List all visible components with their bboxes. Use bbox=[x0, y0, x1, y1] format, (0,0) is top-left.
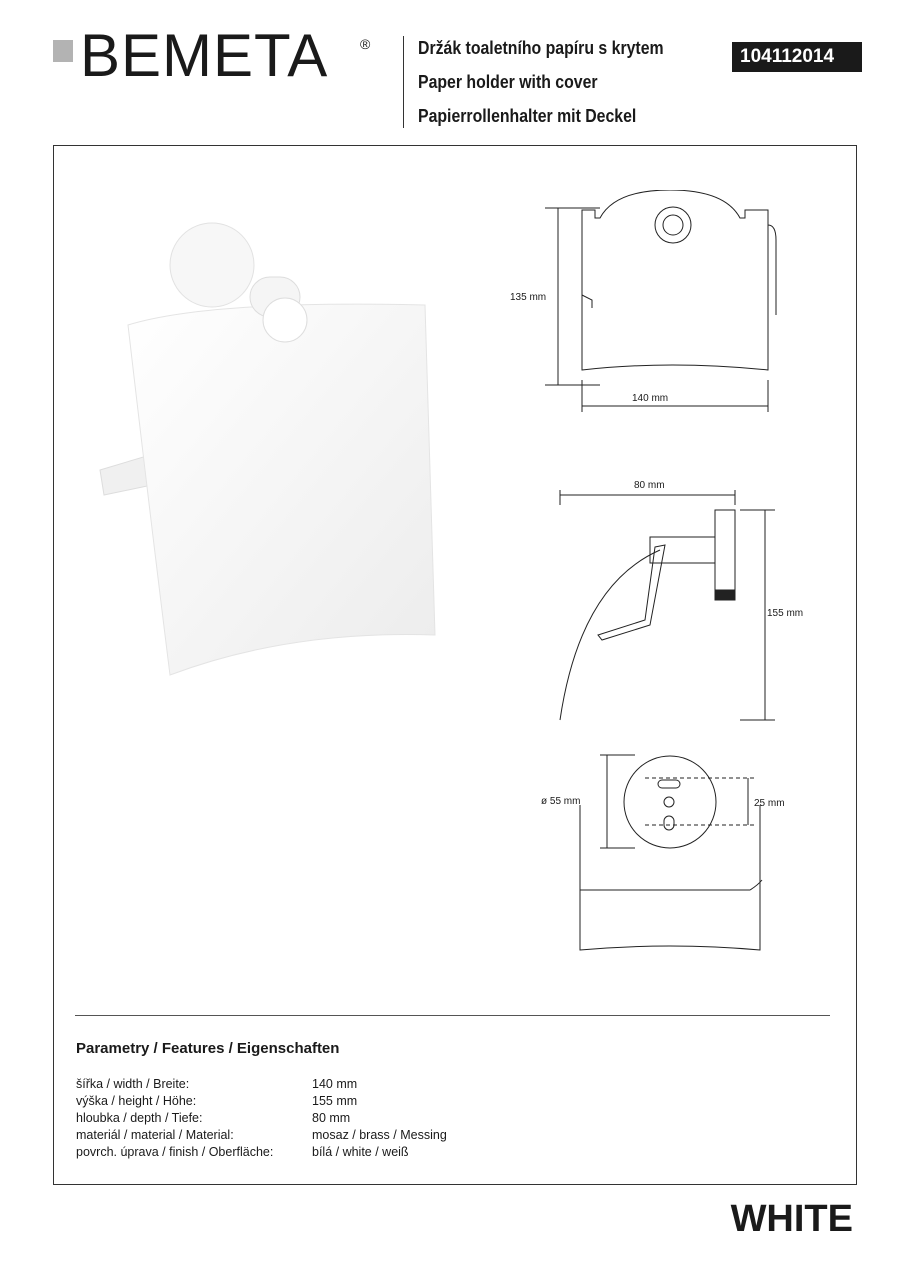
feature-value: mosaz / brass / Messing bbox=[312, 1128, 447, 1142]
side-depth-label: 80 mm bbox=[634, 480, 665, 491]
front-view-drawing bbox=[540, 190, 780, 420]
title-cz: Držák toaletního papíru s krytem bbox=[418, 38, 664, 58]
feature-value: 140 mm bbox=[312, 1077, 358, 1091]
feature-value: 155 mm bbox=[312, 1094, 358, 1108]
header-divider bbox=[403, 36, 404, 128]
feature-label: materiál / material / Material: bbox=[76, 1128, 234, 1142]
product-photo bbox=[90, 215, 450, 685]
top-view-drawing bbox=[570, 750, 780, 990]
product-code: 104112014 bbox=[732, 42, 862, 72]
side-height-label: 155 mm bbox=[767, 608, 804, 619]
front-height-label: 135 mm bbox=[510, 292, 547, 303]
brand-logo: BEMETA bbox=[80, 22, 329, 89]
diameter-label: ø 55 mm bbox=[541, 796, 581, 807]
feature-value: 80 mm bbox=[312, 1111, 351, 1125]
title-de: Papierrollenhalter mit Deckel bbox=[418, 106, 637, 126]
logo-square bbox=[53, 40, 73, 62]
feature-label: výška / height / Höhe: bbox=[76, 1094, 197, 1108]
finish-label: WHITE bbox=[730, 1198, 853, 1240]
feature-label: šířka / width / Breite: bbox=[76, 1077, 190, 1091]
feature-label: hloubka / depth / Tiefe: bbox=[76, 1111, 203, 1125]
side-view-drawing bbox=[540, 485, 780, 730]
features-heading: Parametry / Features / Eigenschaften bbox=[76, 1040, 340, 1057]
registered-mark: ® bbox=[360, 36, 371, 52]
front-width-label: 140 mm bbox=[632, 393, 669, 404]
section-divider bbox=[75, 1015, 830, 1016]
feature-value: bílá / white / weiß bbox=[312, 1145, 409, 1159]
offset-label: 25 mm bbox=[754, 798, 785, 809]
title-en: Paper holder with cover bbox=[418, 72, 598, 92]
feature-label: povrch. úprava / finish / Oberfläche: bbox=[76, 1145, 274, 1159]
